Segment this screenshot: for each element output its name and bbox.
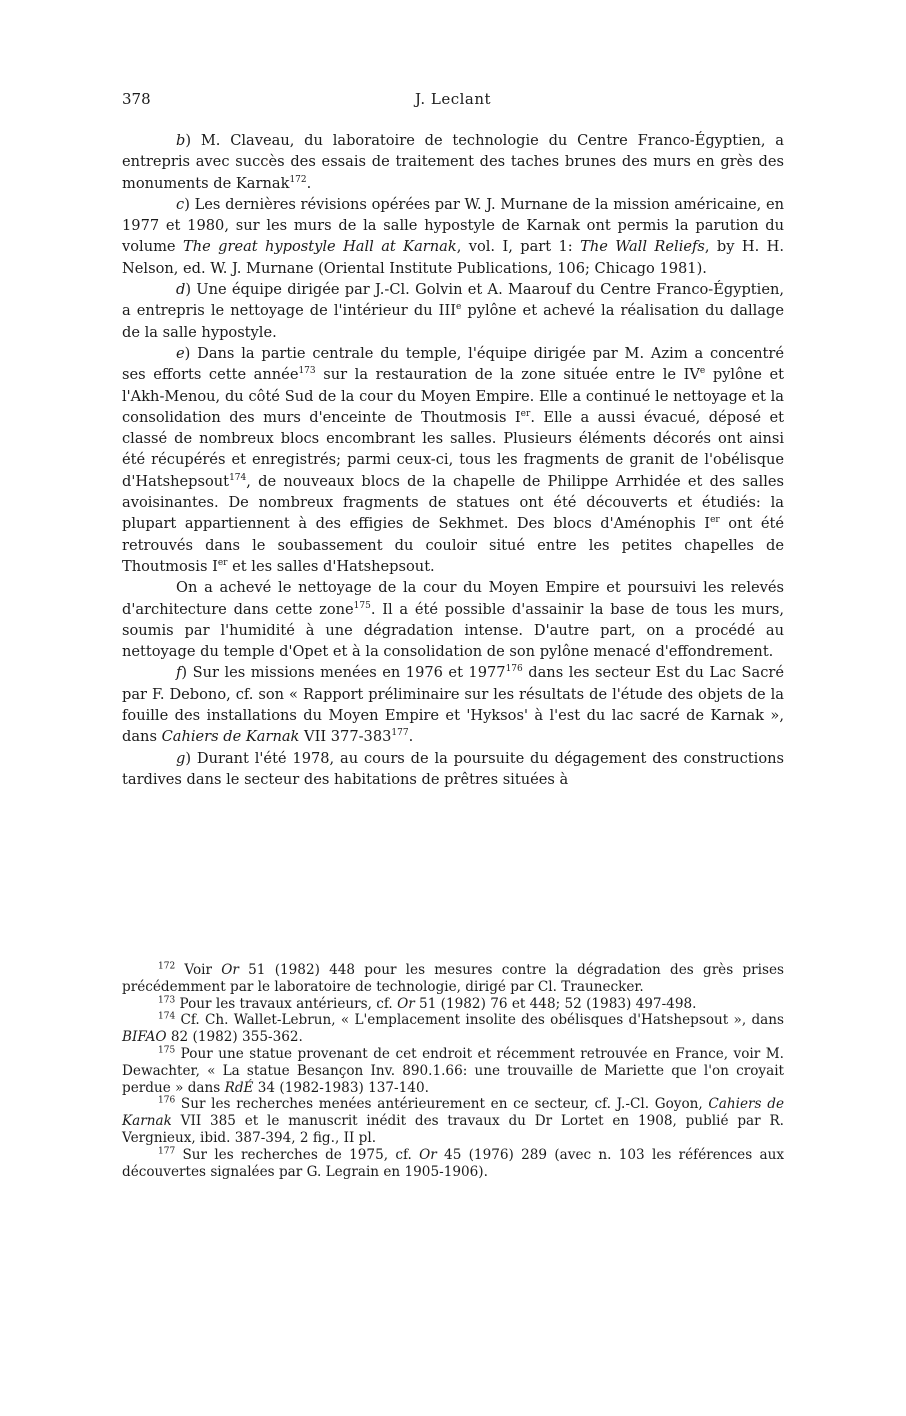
page-number: 378	[122, 90, 151, 108]
text-run: ) M. Claveau, du laboratoire de technologie du Centre Franco-Égyptien, a entrepris avec succès des essais de traitement des taches brunes des murs en grès des monuments de Karnak	[122, 132, 784, 192]
note-ref: er	[217, 558, 228, 569]
text-run: sur la restauration de la zone située entre le IV	[315, 366, 700, 384]
footnote-177	[122, 1147, 784, 1181]
note-ref: 175	[158, 1045, 176, 1056]
paragraph-d	[122, 279, 784, 343]
text-run: ) Sur les missions menées en 1976 et 1977	[181, 664, 506, 682]
italic-text: Or	[419, 1146, 437, 1163]
italic-text: BIFAO	[122, 1029, 167, 1046]
text-run: VII 385 et le manuscrit inédit des travaux du Dr Lortet en 1908, publié par R. Vergnieux, ibid. 387-394, 2 fig., II pl.	[122, 1113, 784, 1146]
italic-text: d	[176, 281, 186, 299]
note-ref: 177	[158, 1146, 176, 1157]
text-run: .	[408, 728, 414, 746]
text-run: .	[306, 174, 312, 192]
paragraph-c	[122, 194, 784, 279]
note-ref: 172	[158, 961, 176, 972]
text-run: pylône et l'Akh-Menou, du côté Sud de la cour du Moyen Empire. Elle a continué le nettoyage et la consolidation des murs d'enceinte de Thoutmosis I	[122, 366, 784, 426]
text-run: 51 (1982) 448 pour les mesures contre la dégradation des grès prises précédemment par le laboratoire de technologie, dirigé par Cl. Traunecker.	[122, 962, 784, 995]
note-ref: e	[699, 366, 706, 377]
italic-text: c	[176, 195, 185, 213]
note-ref: er	[710, 515, 720, 526]
note-ref: 174	[229, 472, 247, 483]
text-run: . Elle a aussi évacué, déposé et classé de nombreux blocs encombrant les salles. Plusieurs éléments décorés ont ainsi été récupérés et enregistrés; parmi ceux-ci, tous les fragments de granit de l'obélisque d'Hatshepsout	[122, 408, 784, 490]
note-ref: 173	[298, 366, 316, 377]
paragraph-b	[122, 130, 784, 194]
italic-text: f	[176, 664, 182, 682]
paragraph-f	[122, 662, 784, 747]
italic-text: b	[176, 132, 186, 149]
text-run: Cf. Ch. Wallet-Lebrun, « L'emplacement insolite des obélisques d'Hatshepsout », dans	[175, 1012, 784, 1029]
footnote-175	[122, 1046, 784, 1096]
text-run: ) Dans la partie centrale du temple, l'équipe dirigée par M. Azim a concentré ses efforts cette année	[122, 344, 784, 384]
footnote-174	[122, 1012, 784, 1046]
footnote-172	[122, 962, 784, 996]
note-ref: 174	[158, 1011, 176, 1022]
italic-text: Or	[221, 962, 239, 978]
text-run: , vol. I, part 1:	[456, 238, 581, 256]
text-run: ont été retrouvés dans le soubassement du couloir situé entre les petites chapelles de Thoutmosis I	[122, 515, 784, 575]
italic-text: Cahiers de Karnak	[161, 728, 300, 746]
note-ref: 176	[158, 1095, 176, 1106]
text-run: pylône et achevé la réalisation du dallage de la salle hypostyle.	[122, 302, 784, 341]
paragraph-e	[122, 343, 784, 577]
italic-text: g	[176, 749, 186, 767]
text-run: Sur les recherches de 1975, cf.	[175, 1146, 420, 1163]
italic-text: The Wall Reliefs	[580, 238, 705, 256]
text-run: 34 (1982-1983) 137-140.	[253, 1079, 429, 1096]
text-run: Sur les recherches menées antérieurement en ce secteur, cf. J.-Cl. Goyon,	[175, 1096, 709, 1113]
text-run: VII 377-383	[299, 728, 392, 746]
note-ref: 177	[391, 728, 409, 739]
note-ref: 176	[505, 664, 523, 675]
paragraph-e-continued	[122, 577, 784, 662]
text-run: 45 (1976) 289 (avec n. 103 les références aux découvertes signalées par G. Legrain en 1905-1906).	[122, 1146, 784, 1180]
text-run: On a achevé le nettoyage de la cour du Moyen Empire et poursuivi les relevés d'architecture dans cette zone	[122, 579, 784, 618]
italic-text: RdÉ	[224, 1079, 254, 1096]
text-run: et les salles d'Hatshepsout.	[227, 557, 435, 575]
footnote-173	[122, 996, 784, 1013]
note-ref: 175	[353, 600, 371, 611]
text-run: Voir	[175, 962, 222, 978]
footnotes	[122, 962, 784, 1180]
italic-text: Or	[397, 995, 415, 1012]
page-header	[122, 90, 784, 114]
text-run: 82 (1982) 355-362.	[166, 1029, 303, 1046]
text-run: Pour une statue provenant de cet endroit et récemment retrouvée en France, voir M. Dewachter, « La statue Besançon Inv. 890.1.66: une trouvaille de Mariette que l'on croyait perdue » dans	[122, 1045, 784, 1096]
paragraph-g	[122, 748, 784, 791]
running-head: J. Leclant	[414, 90, 492, 108]
text-run: ) Durant l'été 1978, au cours de la poursuite du dégagement des constructions tardives dans le secteur des habitations de prêtres situées à	[122, 749, 784, 788]
text-run: , by H. H. Nelson, ed. W. J. Murnane (Oriental Institute Publications, 106; Chicago 1981).	[122, 238, 784, 277]
italic-text: e	[176, 344, 185, 362]
text-run: , de nouveaux blocs de la chapelle de Philippe Arrhidée et des salles avoisinantes. De nombreux fragments de statues ont été découverts et étudiés: la plupart appartiennent à des effigies de Sekhmet. Des blocs d'Aménophis I	[122, 472, 784, 533]
footnote-176	[122, 1096, 784, 1146]
text-run: dans les secteur Est du Lac Sacré par F. Debono, cf. son « Rapport préliminaire sur les résultats de l'étude des objets de la fouille des installations du Moyen Empire et 'Hyksos' à l'est du lac sacré de Karnak », dans	[122, 664, 784, 746]
text-run: . Il a été possible d'assainir la base de tous les murs, soumis par l'humidité à une dégradation intense. D'autre part, on a procédé au nettoyage du temple d'Opet et à la consolidation de son pylône menacé d'effondrement.	[122, 600, 784, 661]
note-ref: er	[520, 409, 531, 419]
text-run: Pour les travaux antérieurs, cf.	[175, 995, 398, 1012]
note-ref: 172	[289, 174, 307, 185]
italic-text: The great hypostyle Hall at Karnak	[182, 238, 457, 256]
italic-text: Cahiers de Karnak	[122, 1096, 784, 1130]
text-run: 51 (1982) 76 et 448; 52 (1983) 497-498.	[414, 995, 697, 1012]
note-ref: e	[455, 302, 462, 313]
note-ref: 173	[158, 995, 176, 1006]
body-text	[122, 130, 784, 790]
text-run: ) Une équipe dirigée par J.-Cl. Golvin et A. Maarouf du Centre Franco-Égyptien, a entrepris le nettoyage de l'intérieur du III	[122, 281, 784, 320]
text-run: ) Les dernières révisions opérées par W. J. Murnane de la mission américaine, en 1977 et 1980, sur les murs de la salle hypostyle de Karnak ont permis la parution du volume	[122, 195, 784, 256]
